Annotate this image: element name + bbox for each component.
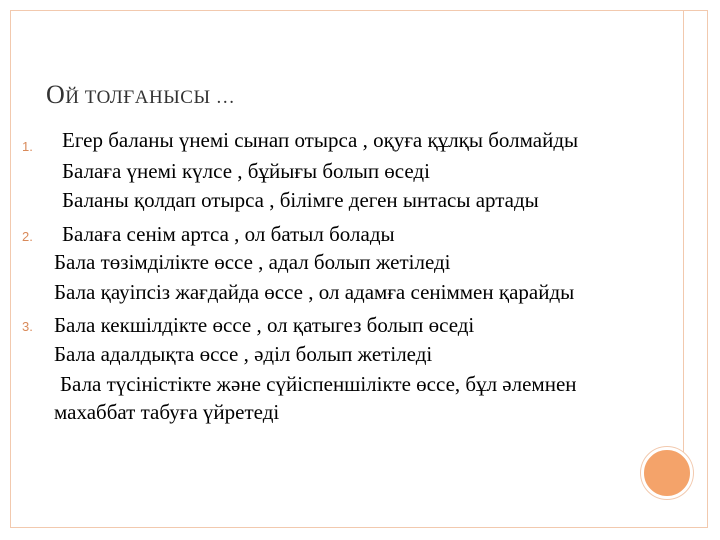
list-number-1: 1.	[22, 139, 33, 154]
list-item-3-line-1: Бала кекшілдікте өссе , ол қатыгез болып өседі	[54, 313, 475, 337]
title-first-letter: О	[46, 80, 66, 109]
decorative-vertical-line	[683, 10, 684, 470]
list-number-2: 2.	[22, 229, 33, 244]
list-item-3-line-4: махаббат табуға үйретеді	[54, 400, 280, 424]
list-item-1-line-3: Баланы қолдап отырса , білімге деген ынтасы артады	[62, 188, 539, 212]
decorative-circle	[641, 447, 693, 499]
list-number-3: 3.	[22, 319, 33, 334]
list-item-2-line-3: Бала қауіпсіз жағдайда өссе , ол адамға сеніммен қарайды	[54, 280, 575, 304]
list-item-2-line-2: Бала төзімділікте өссе , адал болып жетіледі	[54, 250, 451, 274]
list-item-1-line-1: Егер баланы үнемі сынап отырса , оқуға құлқы болмайды	[62, 128, 579, 152]
list-item-1-line-2: Балаға үнемі күлсе , бұйығы болып өседі	[62, 159, 430, 183]
list-item-3-line-2: Бала адалдықта өссе , әділ болып жетіледі	[54, 342, 433, 366]
slide-title	[46, 80, 235, 110]
list-item-3-line-3: Бала түсіністікте және сүйіспеншілікте өссе, бұл әлемнен	[60, 372, 577, 396]
list-item-2-line-1: Балаға сенім артса , ол батыл болады	[62, 222, 395, 246]
title-rest: Й ТОЛҒАНЫСЫ …	[65, 87, 236, 108]
